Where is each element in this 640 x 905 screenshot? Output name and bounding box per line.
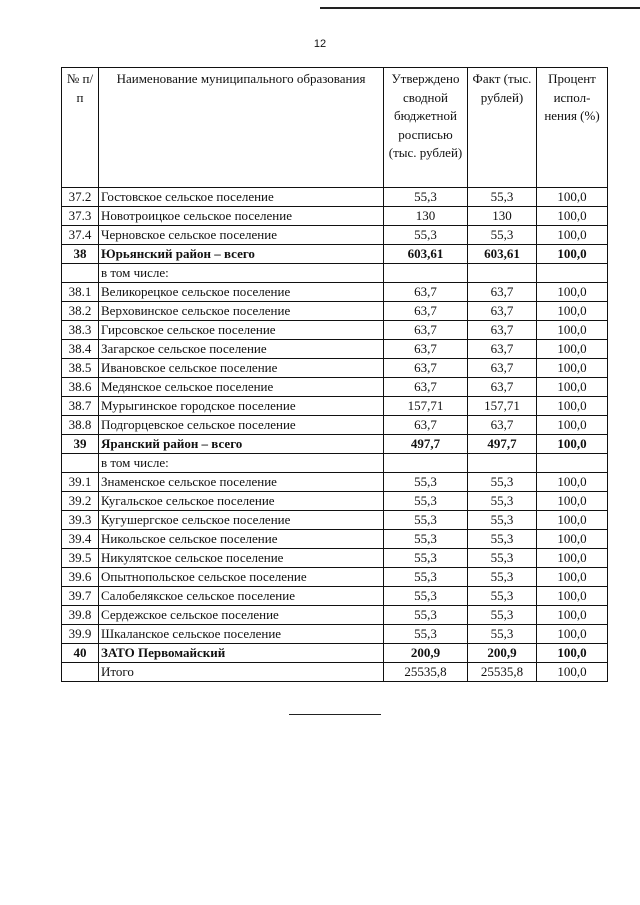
row-number-cell: 39.1 [62,473,99,492]
percent-cell [537,454,608,473]
municipality-name-cell: Яранский район – всего [99,435,384,454]
percent-cell: 100,0 [537,606,608,625]
approved-value-cell: 63,7 [384,340,468,359]
table-row [62,359,608,378]
row-number-cell [62,454,99,473]
approved-value-cell: 55,3 [384,530,468,549]
approved-value-cell: 55,3 [384,511,468,530]
approved-value-cell: 63,7 [384,321,468,340]
row-number-cell: 39.4 [62,530,99,549]
approved-value-cell: 603,61 [384,245,468,264]
table-row [62,549,608,568]
table-row [62,530,608,549]
row-number-cell: 38.5 [62,359,99,378]
percent-cell: 100,0 [537,587,608,606]
row-number-cell: 38.8 [62,416,99,435]
table-row [62,302,608,321]
fact-value-cell: 63,7 [468,359,537,378]
municipality-name-cell: Итого [99,663,384,682]
municipality-name-cell: Гирсовское сельское поселение [99,321,384,340]
row-number-cell: 38.3 [62,321,99,340]
municipality-name-cell: Салобелякское сельское поселение [99,587,384,606]
percent-cell: 100,0 [537,435,608,454]
page-number: 12 [313,38,327,50]
approved-value-cell: 63,7 [384,416,468,435]
header-percent: Процент испол-нения (%) [537,68,608,188]
municipality-name-cell: в том числе: [99,264,384,283]
municipality-name-cell: Кугальское сельское поселение [99,492,384,511]
fact-value-cell [468,454,537,473]
percent-cell: 100,0 [537,397,608,416]
row-number-cell: 37.4 [62,226,99,245]
fact-value-cell: 200,9 [468,644,537,663]
table-row [62,188,608,207]
row-number-cell [62,264,99,283]
fact-value-cell: 55,3 [468,492,537,511]
percent-cell: 100,0 [537,644,608,663]
fact-value-cell: 55,3 [468,587,537,606]
table-row [62,568,608,587]
percent-cell: 100,0 [537,511,608,530]
percent-cell: 100,0 [537,188,608,207]
percent-cell: 100,0 [537,530,608,549]
budget-table [61,67,608,682]
table-row [62,663,608,682]
header-fact: Факт (тыс. рублей) [468,68,537,188]
municipality-name-cell: Сердежское сельское поселение [99,606,384,625]
fact-value-cell [468,264,537,283]
municipality-name-cell: Опытнопольское сельское поселение [99,568,384,587]
table-row [62,264,608,283]
percent-cell: 100,0 [537,492,608,511]
fact-value-cell: 55,3 [468,606,537,625]
row-number-cell: 40 [62,644,99,663]
municipality-name-cell: Медянское сельское поселение [99,378,384,397]
fact-value-cell: 63,7 [468,283,537,302]
percent-cell: 100,0 [537,473,608,492]
fact-value-cell: 603,61 [468,245,537,264]
table-row [62,644,608,663]
row-number-cell: 38.1 [62,283,99,302]
row-number-cell [62,663,99,682]
fact-value-cell: 25535,8 [468,663,537,682]
municipality-name-cell: Верховинское сельское поселение [99,302,384,321]
row-number-cell: 39.3 [62,511,99,530]
table-row [62,511,608,530]
fact-value-cell: 63,7 [468,321,537,340]
approved-value-cell: 200,9 [384,644,468,663]
approved-value-cell: 55,3 [384,587,468,606]
fact-value-cell: 130 [468,207,537,226]
table-row [62,245,608,264]
row-number-cell: 39 [62,435,99,454]
fact-value-cell: 157,71 [468,397,537,416]
municipality-name-cell: Подгорцевское сельское поселение [99,416,384,435]
approved-value-cell: 63,7 [384,302,468,321]
approved-value-cell: 63,7 [384,378,468,397]
row-number-cell: 38.6 [62,378,99,397]
approved-value-cell: 130 [384,207,468,226]
table-body [62,188,608,682]
row-number-cell: 39.5 [62,549,99,568]
percent-cell: 100,0 [537,625,608,644]
fact-value-cell: 63,7 [468,416,537,435]
row-number-cell: 38 [62,245,99,264]
approved-value-cell: 55,3 [384,549,468,568]
percent-cell: 100,0 [537,568,608,587]
percent-cell: 100,0 [537,283,608,302]
table-row [62,492,608,511]
table-row [62,340,608,359]
municipality-name-cell: Новотроицкое сельское поселение [99,207,384,226]
fact-value-cell: 55,3 [468,473,537,492]
fact-value-cell: 55,3 [468,549,537,568]
fact-value-cell: 55,3 [468,511,537,530]
percent-cell: 100,0 [537,359,608,378]
table-row [62,606,608,625]
table-row [62,226,608,245]
municipality-name-cell: Юрьянский район – всего [99,245,384,264]
footer-rule [289,714,381,715]
municipality-name-cell: Ивановское сельское поселение [99,359,384,378]
percent-cell: 100,0 [537,416,608,435]
fact-value-cell: 55,3 [468,568,537,587]
table-row [62,435,608,454]
row-number-cell: 39.8 [62,606,99,625]
row-number-cell: 39.2 [62,492,99,511]
percent-cell: 100,0 [537,302,608,321]
municipality-name-cell: ЗАТО Первомайский [99,644,384,663]
municipality-name-cell: Никулятское сельское поселение [99,549,384,568]
table-row [62,283,608,302]
municipality-name-cell: Загарское сельское поселение [99,340,384,359]
approved-value-cell: 63,7 [384,359,468,378]
table-row [62,587,608,606]
municipality-name-cell: Мурыгинское городское поселение [99,397,384,416]
approved-value-cell [384,264,468,283]
municipality-name-cell: в том числе: [99,454,384,473]
row-number-cell: 39.6 [62,568,99,587]
row-number-cell: 39.9 [62,625,99,644]
row-number-cell: 37.2 [62,188,99,207]
percent-cell: 100,0 [537,340,608,359]
table-row [62,416,608,435]
approved-value-cell: 55,3 [384,473,468,492]
top-rule [320,7,640,9]
table-header-row [62,68,608,188]
fact-value-cell: 63,7 [468,302,537,321]
percent-cell: 100,0 [537,321,608,340]
fact-value-cell: 63,7 [468,340,537,359]
municipality-name-cell: Знаменское сельское поселение [99,473,384,492]
row-number-cell: 38.7 [62,397,99,416]
fact-value-cell: 55,3 [468,188,537,207]
table-row [62,397,608,416]
percent-cell: 100,0 [537,549,608,568]
municipality-name-cell: Никольское сельское поселение [99,530,384,549]
row-number-cell: 39.7 [62,587,99,606]
percent-cell: 100,0 [537,663,608,682]
fact-value-cell: 497,7 [468,435,537,454]
approved-value-cell: 55,3 [384,188,468,207]
approved-value-cell: 63,7 [384,283,468,302]
fact-value-cell: 55,3 [468,226,537,245]
municipality-name-cell: Шкаланское сельское поселение [99,625,384,644]
header-name: Наименование муниципального образования [99,68,384,188]
fact-value-cell: 63,7 [468,378,537,397]
table-row [62,321,608,340]
municipality-name-cell: Кугушергское сельское поселение [99,511,384,530]
approved-value-cell: 55,3 [384,625,468,644]
percent-cell: 100,0 [537,245,608,264]
approved-value-cell: 55,3 [384,568,468,587]
approved-value-cell: 55,3 [384,492,468,511]
percent-cell: 100,0 [537,378,608,397]
approved-value-cell: 25535,8 [384,663,468,682]
table-row [62,378,608,397]
percent-cell: 100,0 [537,226,608,245]
approved-value-cell: 157,71 [384,397,468,416]
percent-cell [537,264,608,283]
table-row [62,473,608,492]
table-row [62,454,608,473]
approved-value-cell: 55,3 [384,226,468,245]
municipality-name-cell: Великорецкое сельское поселение [99,283,384,302]
header-number: № п/п [62,68,99,188]
row-number-cell: 37.3 [62,207,99,226]
row-number-cell: 38.2 [62,302,99,321]
municipality-name-cell: Гостовское сельское поселение [99,188,384,207]
approved-value-cell: 55,3 [384,606,468,625]
header-approved: Утверждено сводной бюджетной росписью (тыс. рублей) [384,68,468,188]
approved-value-cell: 497,7 [384,435,468,454]
fact-value-cell: 55,3 [468,625,537,644]
row-number-cell: 38.4 [62,340,99,359]
municipality-name-cell: Черновское сельское поселение [99,226,384,245]
percent-cell: 100,0 [537,207,608,226]
fact-value-cell: 55,3 [468,530,537,549]
approved-value-cell [384,454,468,473]
table-row [62,625,608,644]
table-row [62,207,608,226]
